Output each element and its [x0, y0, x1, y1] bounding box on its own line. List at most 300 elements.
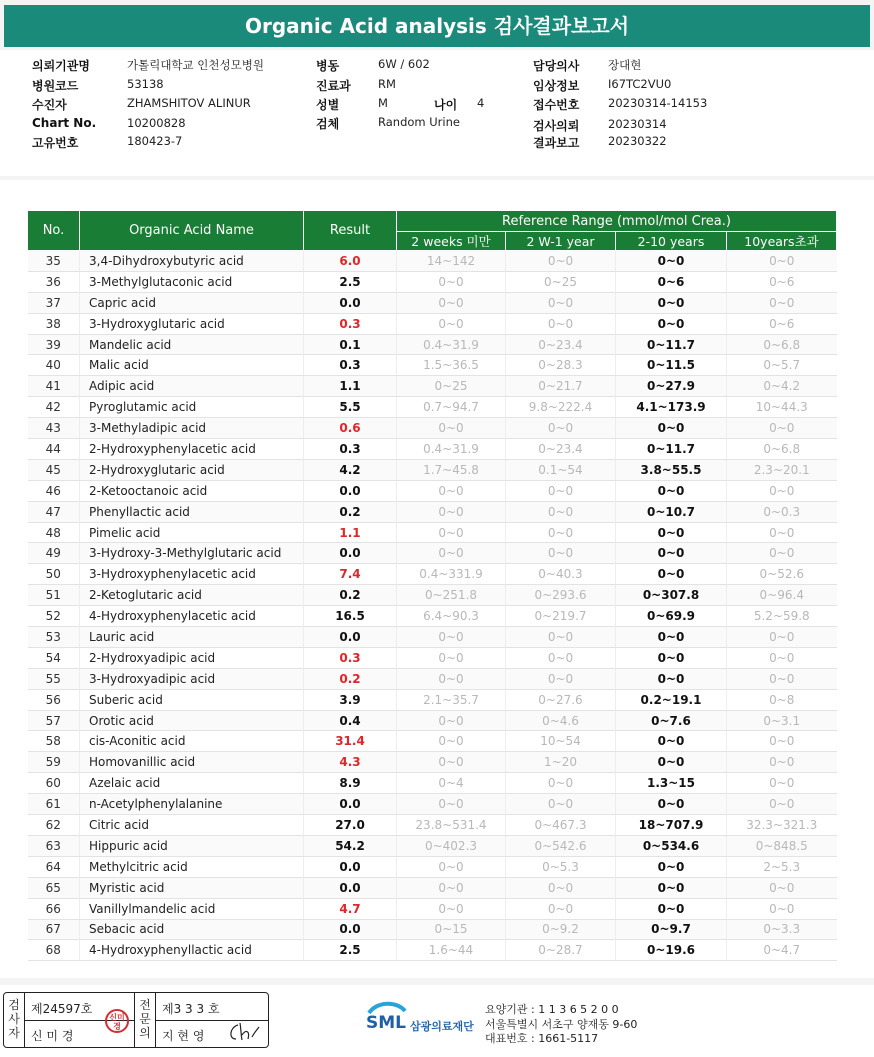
range-2-10y: 0~11.7 [616, 334, 727, 355]
acid-name: 2-Ketooctanoic acid [80, 480, 304, 501]
range-2-10y: 0~0 [616, 522, 727, 543]
result-value: 1.1 [304, 376, 397, 397]
range-2w-1y: 0~28.7 [506, 940, 616, 961]
range-2-10y: 0~11.7 [616, 439, 727, 460]
range-2w-1y: 0~0 [506, 292, 616, 313]
range-2weeks: 0~0 [397, 271, 506, 292]
row-number: 42 [28, 397, 80, 418]
range-10y-plus: 0~0 [727, 480, 837, 501]
row-number: 58 [28, 731, 80, 752]
range-10y-plus: 0~4.7 [727, 940, 837, 961]
acid-name: 3-Methylglutaconic acid [80, 271, 304, 292]
table-row [28, 898, 837, 919]
range-2w-1y: 0~27.6 [506, 689, 616, 710]
age-label: 나이 [434, 98, 458, 112]
result-value: 2.5 [304, 940, 397, 961]
range-10y-plus: 0~96.4 [727, 585, 837, 606]
range-2weeks: 0~0 [397, 418, 506, 439]
range-10y-plus: 0~3.3 [727, 919, 837, 940]
table-row [28, 292, 837, 313]
range-2w-1y: 0~0 [506, 647, 616, 668]
range-2-10y: 0~0 [616, 877, 727, 898]
row-number: 53 [28, 627, 80, 648]
table-row [28, 710, 837, 731]
table-row [28, 459, 837, 480]
table-row [28, 835, 837, 856]
range-2w-1y: 0~542.6 [506, 835, 616, 856]
range-10y-plus: 0~5.7 [727, 355, 837, 376]
table-row [28, 543, 837, 564]
range-10y-plus: 0~0 [727, 251, 837, 272]
range-2weeks: 0.7~94.7 [397, 397, 506, 418]
row-number: 52 [28, 606, 80, 627]
range-2w-1y: 0~0 [506, 794, 616, 815]
range-2w-1y: 0~293.6 [506, 585, 616, 606]
range-10y-plus: 2~5.3 [727, 856, 837, 877]
info-label: 담당의사 [533, 59, 580, 73]
acid-name: 3-Hydroxyadipic acid [80, 668, 304, 689]
result-value: 0.3 [304, 355, 397, 376]
range-2-10y: 0~0 [616, 752, 727, 773]
org-phone: 대표번호 : 1661-5117 [485, 1032, 599, 1045]
range-2w-1y: 1~20 [506, 752, 616, 773]
range-2weeks: 0~0 [397, 877, 506, 898]
range-2w-1y: 0~0 [506, 251, 616, 272]
table-row [28, 334, 837, 355]
range-2weeks: 0~0 [397, 647, 506, 668]
acid-name: 3,4-Dihydroxybutyric acid [80, 251, 304, 272]
table-row [28, 501, 837, 522]
info-value: 6W / 602 [378, 57, 430, 71]
range-10y-plus: 0~0 [727, 731, 837, 752]
range-2weeks: 0~0 [397, 627, 506, 648]
range-10y-plus: 0~0 [727, 752, 837, 773]
row-number: 68 [28, 940, 80, 961]
reviewer-name: 지 현 영 [162, 1029, 205, 1043]
result-value: 16.5 [304, 606, 397, 627]
range-2-10y: 0~0 [616, 292, 727, 313]
info-value: Random Urine [378, 115, 460, 129]
result-value: 0.0 [304, 543, 397, 564]
acid-name: Adipic acid [80, 376, 304, 397]
result-value: 27.0 [304, 815, 397, 836]
acid-name: Capric acid [80, 292, 304, 313]
range-10y-plus: 32.3~321.3 [727, 815, 837, 836]
table-row [28, 940, 837, 961]
range-2weeks: 6.4~90.3 [397, 606, 506, 627]
range-10y-plus: 0~0 [727, 627, 837, 648]
acid-name: Hippuric acid [80, 835, 304, 856]
range-2-10y: 0~534.6 [616, 835, 727, 856]
row-number: 43 [28, 418, 80, 439]
range-2w-1y: 0~0 [506, 418, 616, 439]
info-value: ZHAMSHITOV ALINUR [127, 96, 251, 110]
info-label: Chart No. [32, 116, 97, 130]
acid-name: Lauric acid [80, 627, 304, 648]
result-value: 31.4 [304, 731, 397, 752]
header-range-2-10y: 2-10 years [616, 232, 727, 251]
info-label: 병동 [316, 59, 340, 73]
range-2w-1y: 0~0 [506, 480, 616, 501]
table-row [28, 773, 837, 794]
acid-name: Azelaic acid [80, 773, 304, 794]
range-10y-plus: 5.2~59.8 [727, 606, 837, 627]
range-2w-1y: 0~467.3 [506, 815, 616, 836]
acid-name: 2-Ketoglutaric acid [80, 585, 304, 606]
row-number: 57 [28, 710, 80, 731]
header-range-10y-plus: 10years초과 [727, 232, 837, 251]
result-value: 0.2 [304, 501, 397, 522]
acid-name: Mandelic acid [80, 334, 304, 355]
range-2w-1y: 0~9.2 [506, 919, 616, 940]
acid-name: Malic acid [80, 355, 304, 376]
signature-box [3, 992, 269, 1048]
acid-name: 2-Hydroxyglutaric acid [80, 459, 304, 480]
row-number: 50 [28, 564, 80, 585]
range-2weeks: 0~0 [397, 522, 506, 543]
range-2weeks: 0.4~331.9 [397, 564, 506, 585]
info-label: 접수번호 [533, 98, 580, 112]
table-row [28, 627, 837, 648]
range-2-10y: 0~7.6 [616, 710, 727, 731]
range-2-10y: 0~0 [616, 647, 727, 668]
table-row [28, 355, 837, 376]
header-range-2weeks: 2 weeks 미만 [397, 232, 506, 251]
result-value: 0.2 [304, 668, 397, 689]
range-2weeks: 0~15 [397, 919, 506, 940]
table-row [28, 919, 837, 940]
range-10y-plus: 0~3.1 [727, 710, 837, 731]
table-row [28, 271, 837, 292]
row-number: 51 [28, 585, 80, 606]
range-10y-plus: 0~8 [727, 689, 837, 710]
examiner-name: 신 미 경 [31, 1029, 74, 1043]
range-2weeks: 0.4~31.9 [397, 334, 506, 355]
range-2-10y: 0~27.9 [616, 376, 727, 397]
range-2w-1y: 0~25 [506, 271, 616, 292]
acid-name: Methylcitric acid [80, 856, 304, 877]
range-2w-1y: 0~28.3 [506, 355, 616, 376]
range-2w-1y: 0~23.4 [506, 334, 616, 355]
range-2weeks: 0~0 [397, 292, 506, 313]
acid-name: Myristic acid [80, 877, 304, 898]
age-value: 4 [477, 96, 485, 110]
acid-name: cis-Aconitic acid [80, 731, 304, 752]
acid-name: 2-Hydroxyadipic acid [80, 647, 304, 668]
table-row [28, 251, 837, 272]
range-10y-plus: 0~0 [727, 773, 837, 794]
row-number: 41 [28, 376, 80, 397]
range-2-10y: 0~0 [616, 251, 727, 272]
org-address: 서울특별시 서초구 양재동 9-60 [485, 1018, 638, 1031]
acid-name: 3-Methyladipic acid [80, 418, 304, 439]
range-2weeks: 23.8~531.4 [397, 815, 506, 836]
info-value: M [378, 96, 388, 110]
info-label: 임상정보 [533, 79, 580, 93]
patient-info-panel [0, 50, 874, 176]
row-number: 60 [28, 773, 80, 794]
range-2-10y: 0~0 [616, 627, 727, 648]
range-2weeks: 0~25 [397, 376, 506, 397]
acid-name: n-Acetylphenylalanine [80, 794, 304, 815]
info-label: 진료과 [316, 79, 351, 93]
range-2-10y: 0~0 [616, 668, 727, 689]
range-10y-plus: 0~4.2 [727, 376, 837, 397]
result-value: 0.4 [304, 710, 397, 731]
range-10y-plus: 0~0 [727, 668, 837, 689]
info-value: RM [378, 77, 396, 91]
result-value: 4.3 [304, 752, 397, 773]
info-label: 의뢰기관명 [32, 59, 90, 73]
table-row [28, 564, 837, 585]
result-value: 6.0 [304, 251, 397, 272]
row-number: 67 [28, 919, 80, 940]
row-number: 37 [28, 292, 80, 313]
row-number: 62 [28, 815, 80, 836]
range-2w-1y: 0~5.3 [506, 856, 616, 877]
info-value: I67TC2VU0 [608, 77, 672, 91]
range-2weeks: 1.7~45.8 [397, 459, 506, 480]
range-2weeks: 0~0 [397, 710, 506, 731]
info-value: 장대현 [608, 58, 642, 72]
examiner-license: 제24597호 [31, 1002, 93, 1016]
row-number: 38 [28, 313, 80, 334]
table-row [28, 480, 837, 501]
range-2-10y: 0~19.6 [616, 940, 727, 961]
range-10y-plus: 0~52.6 [727, 564, 837, 585]
info-value: 가톨릭대학교 인천성모병원 [127, 58, 264, 72]
acid-name: Pimelic acid [80, 522, 304, 543]
range-2w-1y: 9.8~222.4 [506, 397, 616, 418]
range-2-10y: 3.8~55.5 [616, 459, 727, 480]
acid-name: Citric acid [80, 815, 304, 836]
range-2-10y: 0~0 [616, 898, 727, 919]
range-2weeks: 2.1~35.7 [397, 689, 506, 710]
table-row [28, 815, 837, 836]
range-2weeks: 1.6~44 [397, 940, 506, 961]
range-2w-1y: 0~0 [506, 877, 616, 898]
table-row [28, 877, 837, 898]
result-value: 8.9 [304, 773, 397, 794]
row-number: 56 [28, 689, 80, 710]
row-number: 55 [28, 668, 80, 689]
row-number: 59 [28, 752, 80, 773]
table-row [28, 439, 837, 460]
range-2w-1y: 0~4.6 [506, 710, 616, 731]
result-value: 4.7 [304, 898, 397, 919]
table-row [28, 522, 837, 543]
acid-name: Pyroglutamic acid [80, 397, 304, 418]
result-value: 0.3 [304, 439, 397, 460]
range-2-10y: 0~0 [616, 856, 727, 877]
results-table [27, 210, 837, 961]
range-2-10y: 4.1~173.9 [616, 397, 727, 418]
acid-name: 2-Hydroxyphenylacetic acid [80, 439, 304, 460]
org-name: 삼광의료재단 [410, 1020, 474, 1033]
acid-name: Phenyllactic acid [80, 501, 304, 522]
range-2w-1y: 0~0 [506, 522, 616, 543]
row-number: 45 [28, 459, 80, 480]
acid-name: 3-Hydroxy-3-Methylglutaric acid [80, 543, 304, 564]
range-2-10y: 0~11.5 [616, 355, 727, 376]
range-2weeks: 0~0 [397, 752, 506, 773]
header-result: Result [304, 211, 397, 251]
info-value: 20230314 [608, 117, 667, 131]
range-2weeks: 0~0 [397, 794, 506, 815]
range-10y-plus: 10~44.3 [727, 397, 837, 418]
range-10y-plus: 0~6.8 [727, 334, 837, 355]
row-number: 47 [28, 501, 80, 522]
range-2-10y: 0~10.7 [616, 501, 727, 522]
table-row [28, 689, 837, 710]
row-number: 48 [28, 522, 80, 543]
row-number: 40 [28, 355, 80, 376]
table-row [28, 647, 837, 668]
range-2-10y: 0~9.7 [616, 919, 727, 940]
acid-name: Homovanillic acid [80, 752, 304, 773]
result-value: 54.2 [304, 835, 397, 856]
reviewer-license: 제3 3 3 호 [162, 1002, 220, 1016]
range-2w-1y: 0.1~54 [506, 459, 616, 480]
org-code: 요양기관 : 1 1 3 6 5 2 0 0 [485, 1003, 619, 1016]
table-row [28, 585, 837, 606]
results-sheet [0, 180, 874, 978]
range-2w-1y: 0~0 [506, 543, 616, 564]
info-value: 20230314-14153 [608, 96, 708, 110]
result-value: 5.5 [304, 397, 397, 418]
range-2-10y: 0~0 [616, 731, 727, 752]
info-label: 고유번호 [32, 136, 79, 150]
row-number: 49 [28, 543, 80, 564]
result-value: 7.4 [304, 564, 397, 585]
range-10y-plus: 0~0 [727, 647, 837, 668]
header-reference: Reference Range (mmol/mol Crea.) [397, 211, 837, 232]
result-value: 0.6 [304, 418, 397, 439]
range-2-10y: 0~0 [616, 313, 727, 334]
result-value: 1.1 [304, 522, 397, 543]
range-2-10y: 0~0 [616, 564, 727, 585]
range-2weeks: 0~251.8 [397, 585, 506, 606]
result-value: 2.5 [304, 271, 397, 292]
range-10y-plus: 0~0 [727, 418, 837, 439]
range-10y-plus: 0~6.8 [727, 439, 837, 460]
range-2-10y: 0~6 [616, 271, 727, 292]
range-10y-plus: 0~0.3 [727, 501, 837, 522]
info-label: 검사의뢰 [533, 119, 580, 133]
range-2weeks: 1.5~36.5 [397, 355, 506, 376]
range-2w-1y: 0~0 [506, 627, 616, 648]
result-value: 0.0 [304, 480, 397, 501]
header-range-2w-1y: 2 W-1 year [506, 232, 616, 251]
range-2-10y: 0~307.8 [616, 585, 727, 606]
results-body [28, 251, 837, 961]
table-row [28, 313, 837, 334]
range-2w-1y: 0~40.3 [506, 564, 616, 585]
table-row [28, 606, 837, 627]
sml-logo-text: SML [366, 1013, 406, 1033]
range-2weeks: 0~4 [397, 773, 506, 794]
range-2w-1y: 0~0 [506, 501, 616, 522]
header-no: No. [28, 211, 80, 251]
range-10y-plus: 0~6 [727, 271, 837, 292]
examiner-label: 검사자 [8, 998, 20, 1040]
range-10y-plus: 0~0 [727, 794, 837, 815]
range-10y-plus: 0~0 [727, 877, 837, 898]
info-label: 결과보고 [533, 136, 580, 150]
acid-name: Suberic acid [80, 689, 304, 710]
range-2weeks: 14~142 [397, 251, 506, 272]
table-row [28, 752, 837, 773]
result-value: 4.2 [304, 459, 397, 480]
range-10y-plus: 0~848.5 [727, 835, 837, 856]
row-number: 63 [28, 835, 80, 856]
info-value: 180423-7 [127, 134, 183, 148]
info-value: 10200828 [127, 116, 186, 130]
range-10y-plus: 0~0 [727, 543, 837, 564]
result-value: 0.2 [304, 585, 397, 606]
row-number: 35 [28, 251, 80, 272]
range-2w-1y: 0~23.4 [506, 439, 616, 460]
range-2-10y: 1.3~15 [616, 773, 727, 794]
info-value: 20230322 [608, 134, 667, 148]
result-value: 0.3 [304, 647, 397, 668]
result-value: 0.0 [304, 627, 397, 648]
acid-name: 4-Hydroxyphenylacetic acid [80, 606, 304, 627]
info-label: 성별 [316, 98, 340, 112]
range-2weeks: 0~0 [397, 898, 506, 919]
range-2w-1y: 0~0 [506, 898, 616, 919]
result-value: 0.1 [304, 334, 397, 355]
range-10y-plus: 2.3~20.1 [727, 459, 837, 480]
row-number: 64 [28, 856, 80, 877]
result-value: 0.0 [304, 856, 397, 877]
acid-name: Orotic acid [80, 710, 304, 731]
range-2w-1y: 0~0 [506, 773, 616, 794]
acid-name: 4-Hydroxyphenyllactic acid [80, 940, 304, 961]
range-2weeks: 0~0 [397, 668, 506, 689]
range-10y-plus: 0~0 [727, 898, 837, 919]
row-number: 39 [28, 334, 80, 355]
range-2w-1y: 10~54 [506, 731, 616, 752]
range-2w-1y: 0~0 [506, 313, 616, 334]
info-label: 병원코드 [32, 79, 79, 93]
seal-stamp-icon: 신미경 [105, 1009, 129, 1033]
range-2-10y: 0.2~19.1 [616, 689, 727, 710]
range-10y-plus: 0~0 [727, 522, 837, 543]
row-number: 44 [28, 439, 80, 460]
acid-name: 3-Hydroxyphenylacetic acid [80, 564, 304, 585]
result-value: 0.0 [304, 877, 397, 898]
range-2-10y: 0~0 [616, 480, 727, 501]
row-number: 54 [28, 647, 80, 668]
result-value: 3.9 [304, 689, 397, 710]
signature-icon [226, 1021, 262, 1043]
range-2weeks: 0~0 [397, 501, 506, 522]
table-row [28, 731, 837, 752]
range-2weeks: 0~402.3 [397, 835, 506, 856]
range-10y-plus: 0~0 [727, 292, 837, 313]
acid-name: Sebacic acid [80, 919, 304, 940]
range-2-10y: 0~0 [616, 418, 727, 439]
info-value: 53138 [127, 77, 164, 91]
table-row [28, 397, 837, 418]
header-name: Organic Acid Name [80, 211, 304, 251]
range-2-10y: 0~0 [616, 543, 727, 564]
row-number: 61 [28, 794, 80, 815]
table-row [28, 418, 837, 439]
range-2w-1y: 0~0 [506, 668, 616, 689]
acid-name: Vanillylmandelic acid [80, 898, 304, 919]
